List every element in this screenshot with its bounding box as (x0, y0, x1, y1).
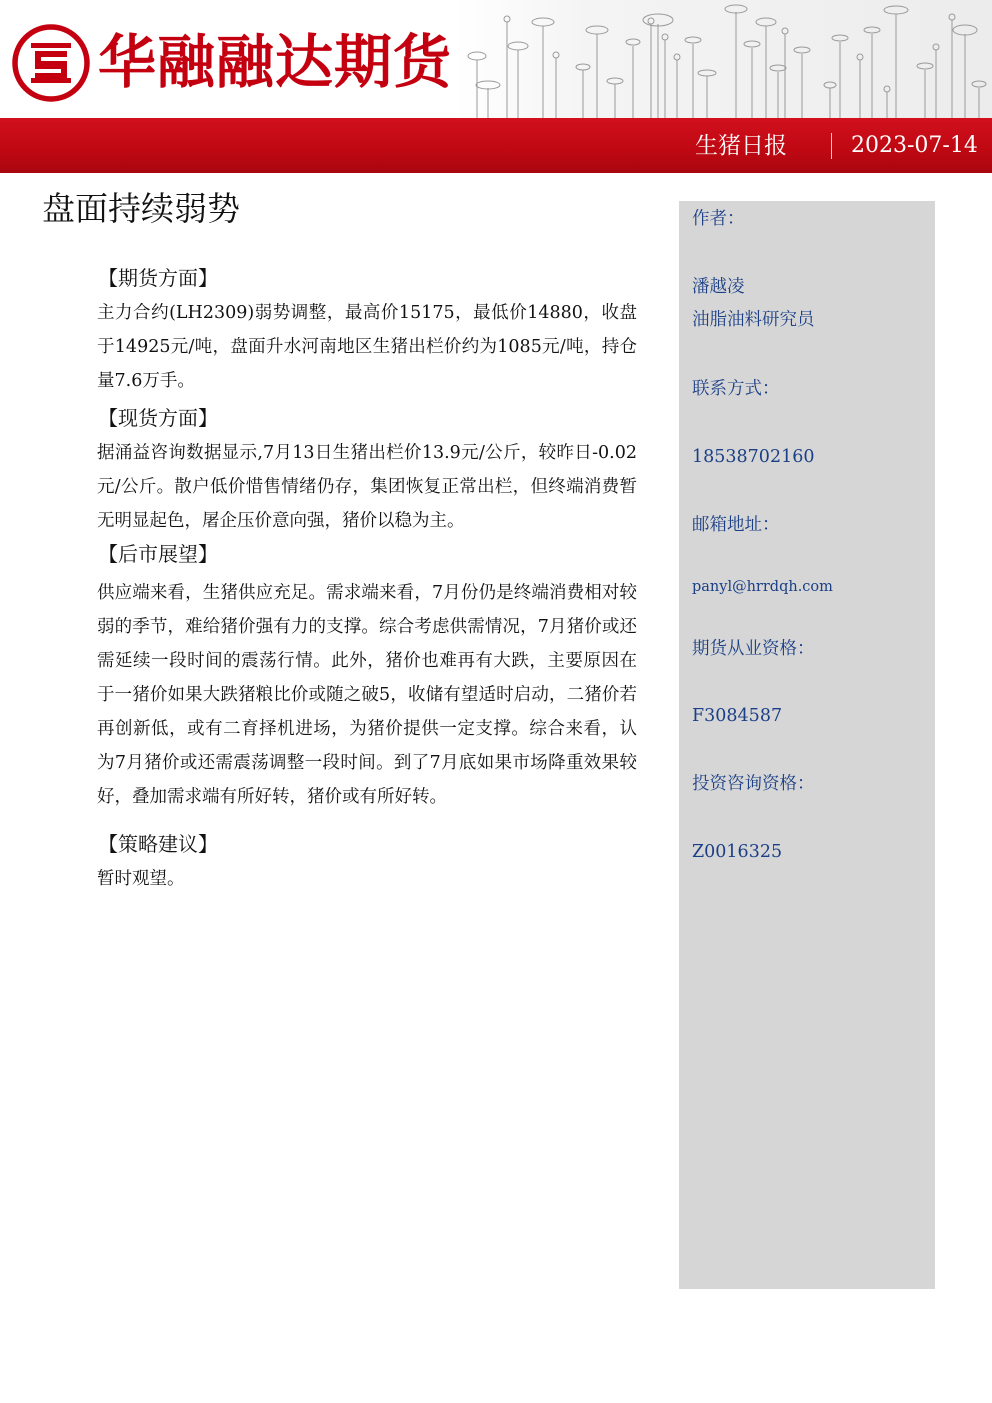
email-address[interactable]: panyl@hrrdqh.com (692, 579, 833, 595)
investment-qualification-number: Z0016325 (692, 842, 783, 862)
company-name: 华融融达期货 (98, 28, 453, 96)
report-bar (0, 118, 992, 173)
section-heading: 【期货方面】 (98, 266, 218, 290)
section-heading: 【后市展望】 (98, 542, 218, 566)
header-decoration (455, 0, 992, 118)
section-futures (97, 262, 637, 398)
investment-qualification-label: 投资咨询资格： (692, 774, 815, 794)
report-body (97, 262, 637, 896)
section-heading: 【策略建议】 (98, 832, 218, 856)
section-paragraph: 暂时观望。 (97, 869, 185, 889)
section-strategy (97, 828, 637, 896)
author-label: 作者： (692, 209, 745, 229)
report-type: 生猪日报 (695, 133, 787, 159)
email-label: 邮箱地址： (692, 515, 780, 535)
report-date: 2023-07-14 (851, 133, 978, 158)
section-paragraph: 主力合约(LH2309)弱势调整，最高价15175，最低价14880，收盘于14925元/吨，盘面升水河南地区生猪出栏价约为1085元/吨，持仓量7.6万手。 (97, 303, 637, 391)
section-heading: 【现货方面】 (98, 406, 218, 430)
section-outlook (97, 538, 637, 814)
section-paragraph: 据涌益咨询数据显示,7月13日生猪出栏价13.9元/公斤，较昨日-0.02元/公斤。散户低价惜售情绪仍存，集团恢复正常出栏，但终端消费暂无明显起色，屠企压价意向强，猪价以稳为主。 (97, 443, 637, 531)
hrrd-logo-icon (12, 24, 90, 102)
author-sidebar (679, 201, 935, 1289)
futures-qualification-label: 期货从业资格： (692, 639, 815, 659)
section-spot (97, 402, 637, 538)
author-name: 潘越凌 (692, 277, 745, 297)
contact-label: 联系方式： (692, 379, 780, 399)
section-paragraph: 供应端来看，生猪供应充足。需求端来看，7月份仍是终端消费相对较弱的季节，难给猪价强有力的支撑。综合考虑供需情况，7月猪价或还需延续一段时间的震荡行情。此外，猪价也难再有大跌，主要原因在于一猪价如果大跌猪粮比价或随之破5，收储有望适时启动，二猪价若再创新低，或有二育择机进场，为猪价提供一定支撑。综合来看，认为7月猪价或还需震荡调整一段时间。到了7月底如果市场降重效果较好，叠加需求端有所好转，猪价或有所好转。 (97, 583, 637, 807)
phone-number: 18538702160 (692, 447, 815, 467)
futures-qualification-number: F3084587 (692, 706, 783, 726)
page-title: 盘面持续弱势 (42, 189, 240, 228)
author-title: 油脂油料研究员 (692, 310, 815, 330)
report-bar-divider (831, 133, 832, 159)
